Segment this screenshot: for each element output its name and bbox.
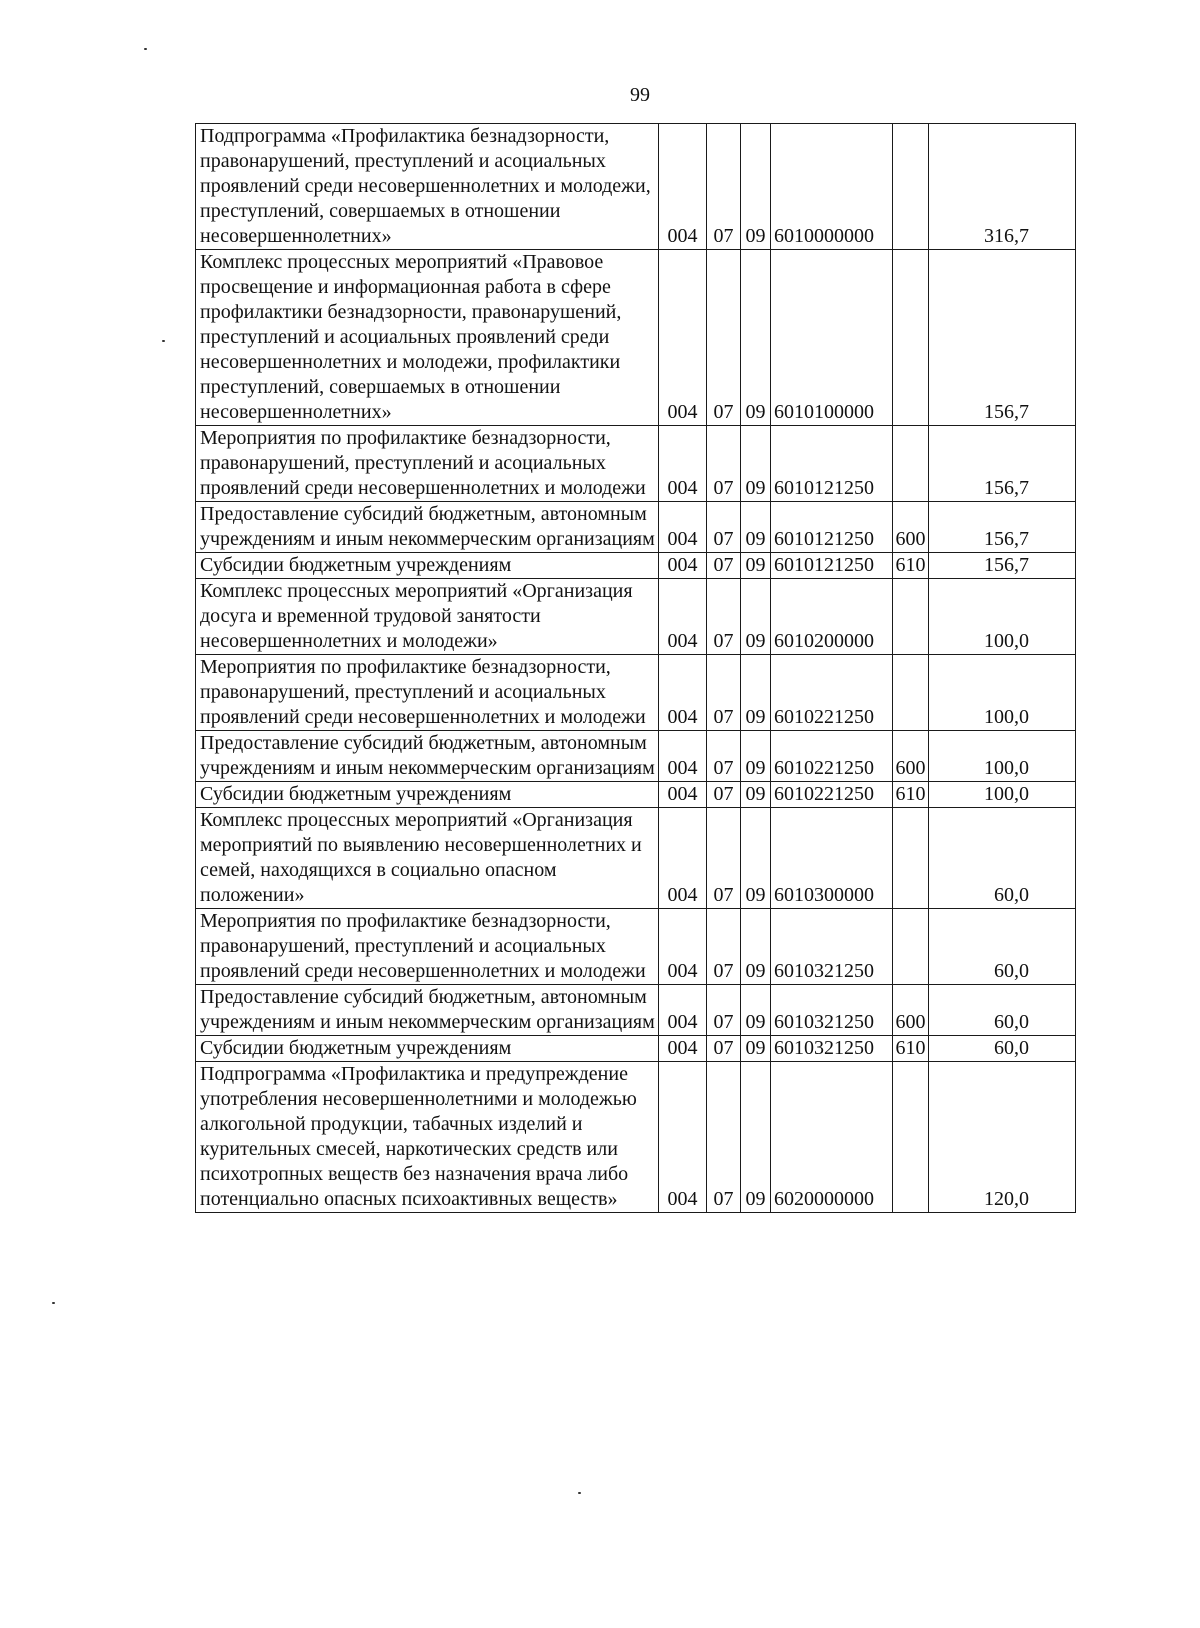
row-vr: 600 — [893, 731, 929, 782]
row-sum: 156,7 — [929, 502, 1076, 553]
row-csr: 6010321250 — [771, 1036, 893, 1062]
row-rz: 07 — [707, 426, 741, 502]
row-pr: 09 — [741, 426, 771, 502]
row-gr: 004 — [659, 250, 707, 426]
row-name: Комплекс процессных мероприятий «Правовое просвещение и информационная работа в сфере профилактики безнадзорности, правонарушений, преступлений и асоциальных проявлений среди несовершеннолетних и молодежи, профилактики преступлений, совершаемых в отношении несовершеннолетних» — [196, 250, 659, 426]
scan-speck — [144, 48, 147, 50]
row-sum: 60,0 — [929, 808, 1076, 909]
row-gr: 004 — [659, 502, 707, 553]
row-csr: 6010221250 — [771, 731, 893, 782]
row-name: Субсидии бюджетным учреждениям — [196, 1036, 659, 1062]
row-vr: 610 — [893, 782, 929, 808]
row-csr: 6010221250 — [771, 782, 893, 808]
row-pr: 09 — [741, 782, 771, 808]
row-sum: 60,0 — [929, 909, 1076, 985]
row-vr — [893, 250, 929, 426]
row-name: Комплекс процессных мероприятий «Организация досуга и временной трудовой занятости несовершеннолетних и молодежи» — [196, 579, 659, 655]
row-pr: 09 — [741, 909, 771, 985]
row-pr: 09 — [741, 579, 771, 655]
row-name: Мероприятия по профилактике безнадзорности, правонарушений, преступлений и асоциальных проявлений среди несовершеннолетних и молодежи — [196, 426, 659, 502]
row-sum: 120,0 — [929, 1062, 1076, 1213]
row-csr: 6010300000 — [771, 808, 893, 909]
row-name: Субсидии бюджетным учреждениям — [196, 553, 659, 579]
row-pr: 09 — [741, 808, 771, 909]
row-gr: 004 — [659, 1062, 707, 1213]
row-name: Мероприятия по профилактике безнадзорности, правонарушений, преступлений и асоциальных проявлений среди несовершеннолетних и молодежи — [196, 655, 659, 731]
row-rz: 07 — [707, 655, 741, 731]
row-rz: 07 — [707, 1062, 741, 1213]
table-row — [196, 731, 1076, 782]
row-rz: 07 — [707, 553, 741, 579]
table-row — [196, 655, 1076, 731]
row-sum: 100,0 — [929, 731, 1076, 782]
row-sum: 100,0 — [929, 655, 1076, 731]
table-row — [196, 579, 1076, 655]
row-name: Мероприятия по профилактике безнадзорности, правонарушений, преступлений и асоциальных проявлений среди несовершеннолетних и молодежи — [196, 909, 659, 985]
table-row — [196, 250, 1076, 426]
row-gr: 004 — [659, 579, 707, 655]
row-rz: 07 — [707, 808, 741, 909]
scan-speck — [52, 1302, 55, 1304]
row-csr: 6020000000 — [771, 1062, 893, 1213]
row-gr: 004 — [659, 782, 707, 808]
row-pr: 09 — [741, 553, 771, 579]
row-vr — [893, 124, 929, 250]
budget-table — [195, 123, 1076, 1213]
table-row — [196, 909, 1076, 985]
row-csr: 6010121250 — [771, 502, 893, 553]
row-vr: 610 — [893, 553, 929, 579]
row-name: Подпрограмма «Профилактика и предупреждение употребления несовершеннолетними и молодежью алкогольной продукции, табачных изделий и курительных смесей, наркотических средств или психотропных веществ без назначения врача либо потенциально опасных психоактивных веществ» — [196, 1062, 659, 1213]
row-csr: 6010100000 — [771, 250, 893, 426]
budget-table-body — [196, 124, 1076, 1213]
row-name: Предоставление субсидий бюджетным, автономным учреждениям и иным некоммерческим организациям — [196, 502, 659, 553]
table-row — [196, 1062, 1076, 1213]
row-csr: 6010221250 — [771, 655, 893, 731]
row-pr: 09 — [741, 985, 771, 1036]
table-row — [196, 808, 1076, 909]
row-vr — [893, 909, 929, 985]
row-rz: 07 — [707, 502, 741, 553]
row-vr — [893, 426, 929, 502]
row-name: Субсидии бюджетным учреждениям — [196, 782, 659, 808]
table-row — [196, 1036, 1076, 1062]
row-vr: 600 — [893, 985, 929, 1036]
table-row — [196, 426, 1076, 502]
row-rz: 07 — [707, 909, 741, 985]
row-vr — [893, 1062, 929, 1213]
row-rz: 07 — [707, 731, 741, 782]
row-sum: 316,7 — [929, 124, 1076, 250]
row-vr — [893, 808, 929, 909]
row-sum: 60,0 — [929, 985, 1076, 1036]
table-row — [196, 502, 1076, 553]
row-pr: 09 — [741, 124, 771, 250]
row-gr: 004 — [659, 985, 707, 1036]
row-sum: 100,0 — [929, 579, 1076, 655]
row-csr: 6010321250 — [771, 909, 893, 985]
row-vr — [893, 655, 929, 731]
row-pr: 09 — [741, 1036, 771, 1062]
row-vr: 600 — [893, 502, 929, 553]
row-csr: 6010121250 — [771, 553, 893, 579]
table-row — [196, 124, 1076, 250]
row-gr: 004 — [659, 909, 707, 985]
row-sum: 100,0 — [929, 782, 1076, 808]
table-row — [196, 985, 1076, 1036]
row-vr — [893, 579, 929, 655]
row-rz: 07 — [707, 782, 741, 808]
row-name: Предоставление субсидий бюджетным, автономным учреждениям и иным некоммерческим организациям — [196, 731, 659, 782]
row-pr: 09 — [741, 655, 771, 731]
row-gr: 004 — [659, 124, 707, 250]
table-row — [196, 553, 1076, 579]
row-rz: 07 — [707, 579, 741, 655]
row-rz: 07 — [707, 250, 741, 426]
row-csr: 6010200000 — [771, 579, 893, 655]
row-name: Предоставление субсидий бюджетным, автономным учреждениям и иным некоммерческим организациям — [196, 985, 659, 1036]
row-pr: 09 — [741, 731, 771, 782]
page-number: 99 — [630, 84, 650, 106]
row-csr: 6010121250 — [771, 426, 893, 502]
row-sum: 156,7 — [929, 426, 1076, 502]
scan-speck — [162, 340, 165, 342]
row-sum: 60,0 — [929, 1036, 1076, 1062]
row-sum: 156,7 — [929, 250, 1076, 426]
row-vr: 610 — [893, 1036, 929, 1062]
scan-speck — [578, 1492, 581, 1494]
row-name: Подпрограмма «Профилактика безнадзорности, правонарушений, преступлений и асоциальных проявлений среди несовершеннолетних и молодежи, преступлений, совершаемых в отношении несовершеннолетних» — [196, 124, 659, 250]
row-name: Комплекс процессных мероприятий «Организация мероприятий по выявлению несовершеннолетних и семей, находящихся в социально опасном положении» — [196, 808, 659, 909]
row-rz: 07 — [707, 124, 741, 250]
row-gr: 004 — [659, 1036, 707, 1062]
row-gr: 004 — [659, 731, 707, 782]
row-gr: 004 — [659, 426, 707, 502]
row-gr: 004 — [659, 655, 707, 731]
row-csr: 6010321250 — [771, 985, 893, 1036]
row-csr: 6010000000 — [771, 124, 893, 250]
row-gr: 004 — [659, 553, 707, 579]
row-gr: 004 — [659, 808, 707, 909]
row-rz: 07 — [707, 1036, 741, 1062]
row-pr: 09 — [741, 1062, 771, 1213]
table-row — [196, 782, 1076, 808]
row-pr: 09 — [741, 502, 771, 553]
row-pr: 09 — [741, 250, 771, 426]
row-sum: 156,7 — [929, 553, 1076, 579]
row-rz: 07 — [707, 985, 741, 1036]
